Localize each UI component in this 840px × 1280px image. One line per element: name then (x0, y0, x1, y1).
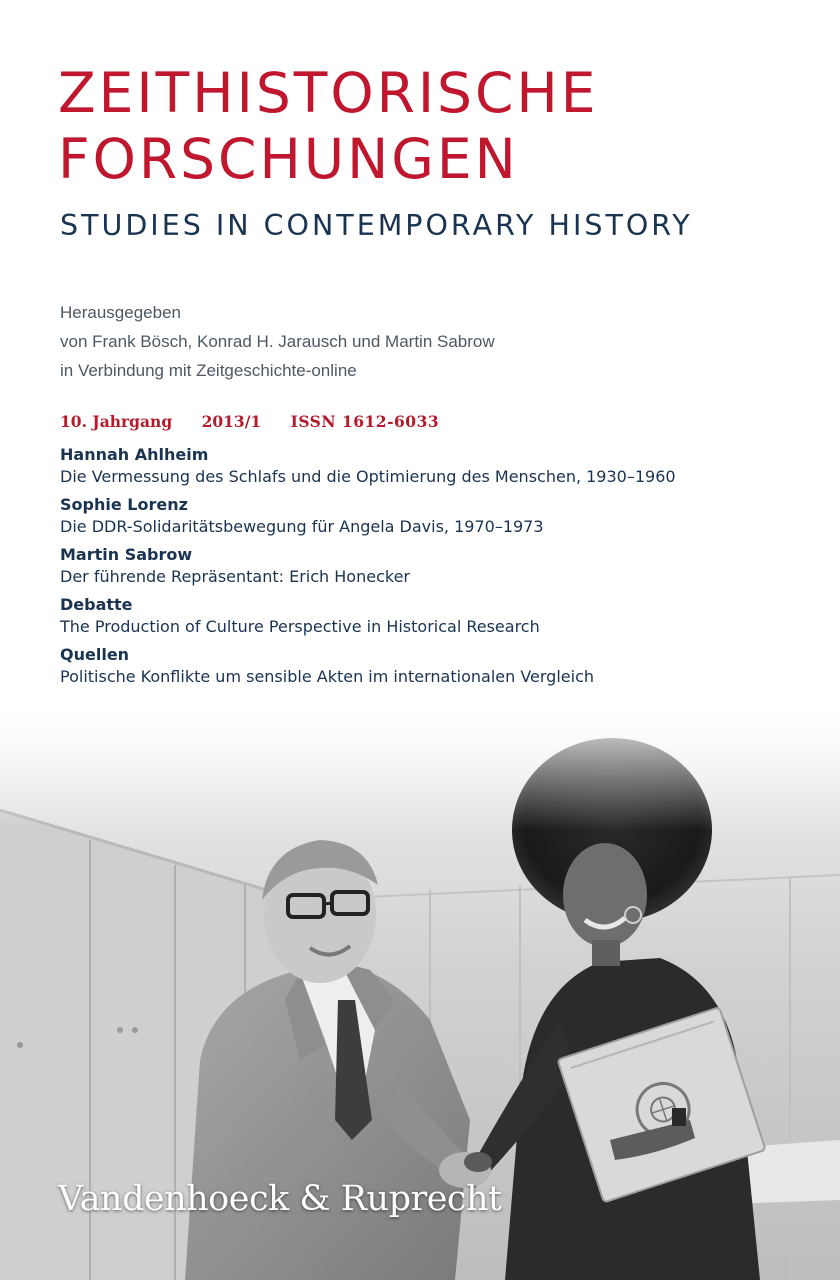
issue-number: 2013/1 (201, 412, 262, 431)
journal-title-line1: ZEITHISTORISCHE (58, 61, 599, 125)
toc-title: Die DDR-Solidaritätsbewegung für Angela Davis, 1970–1973 (60, 517, 544, 536)
toc-title: The Production of Culture Perspective in Historical Research (60, 617, 540, 636)
journal-subtitle: STUDIES IN CONTEMPORARY HISTORY (60, 209, 693, 242)
toc-title: Die Vermessung des Schlafs und die Optimierung des Menschen, 1930–1960 (60, 467, 676, 486)
table-of-contents (60, 444, 820, 694)
publisher-logo: Vandenhoeck & Ruprecht (58, 1179, 502, 1219)
journal-title (58, 60, 598, 192)
issue-info (60, 410, 463, 434)
toc-entry (60, 494, 820, 538)
toc-entry (60, 444, 820, 488)
toc-author: Quellen (60, 645, 130, 664)
toc-entry (60, 594, 820, 638)
toc-author: Hannah Ahlheim (60, 445, 209, 464)
editors-line: von Frank Bösch, Konrad H. Jarausch und Martin Sabrow (60, 332, 495, 351)
toc-title: Der führende Repräsentant: Erich Honecker (60, 567, 410, 586)
editors-line: Herausgegeben (60, 303, 181, 322)
toc-author: Debatte (60, 595, 133, 614)
toc-entry (60, 544, 820, 588)
editors-line: in Verbindung mit Zeitgeschichte-online (60, 361, 357, 380)
journal-title-line2: FORSCHUNGEN (58, 127, 519, 191)
editors-block (60, 298, 495, 385)
toc-author: Sophie Lorenz (60, 495, 188, 514)
toc-title: Politische Konflikte um sensible Akten im internationalen Vergleich (60, 667, 594, 686)
toc-entry (60, 644, 820, 688)
issue-issn: ISSN 1612-6033 (290, 412, 440, 431)
issue-volume: 10. Jahrgang (60, 412, 173, 431)
toc-author: Martin Sabrow (60, 545, 193, 564)
